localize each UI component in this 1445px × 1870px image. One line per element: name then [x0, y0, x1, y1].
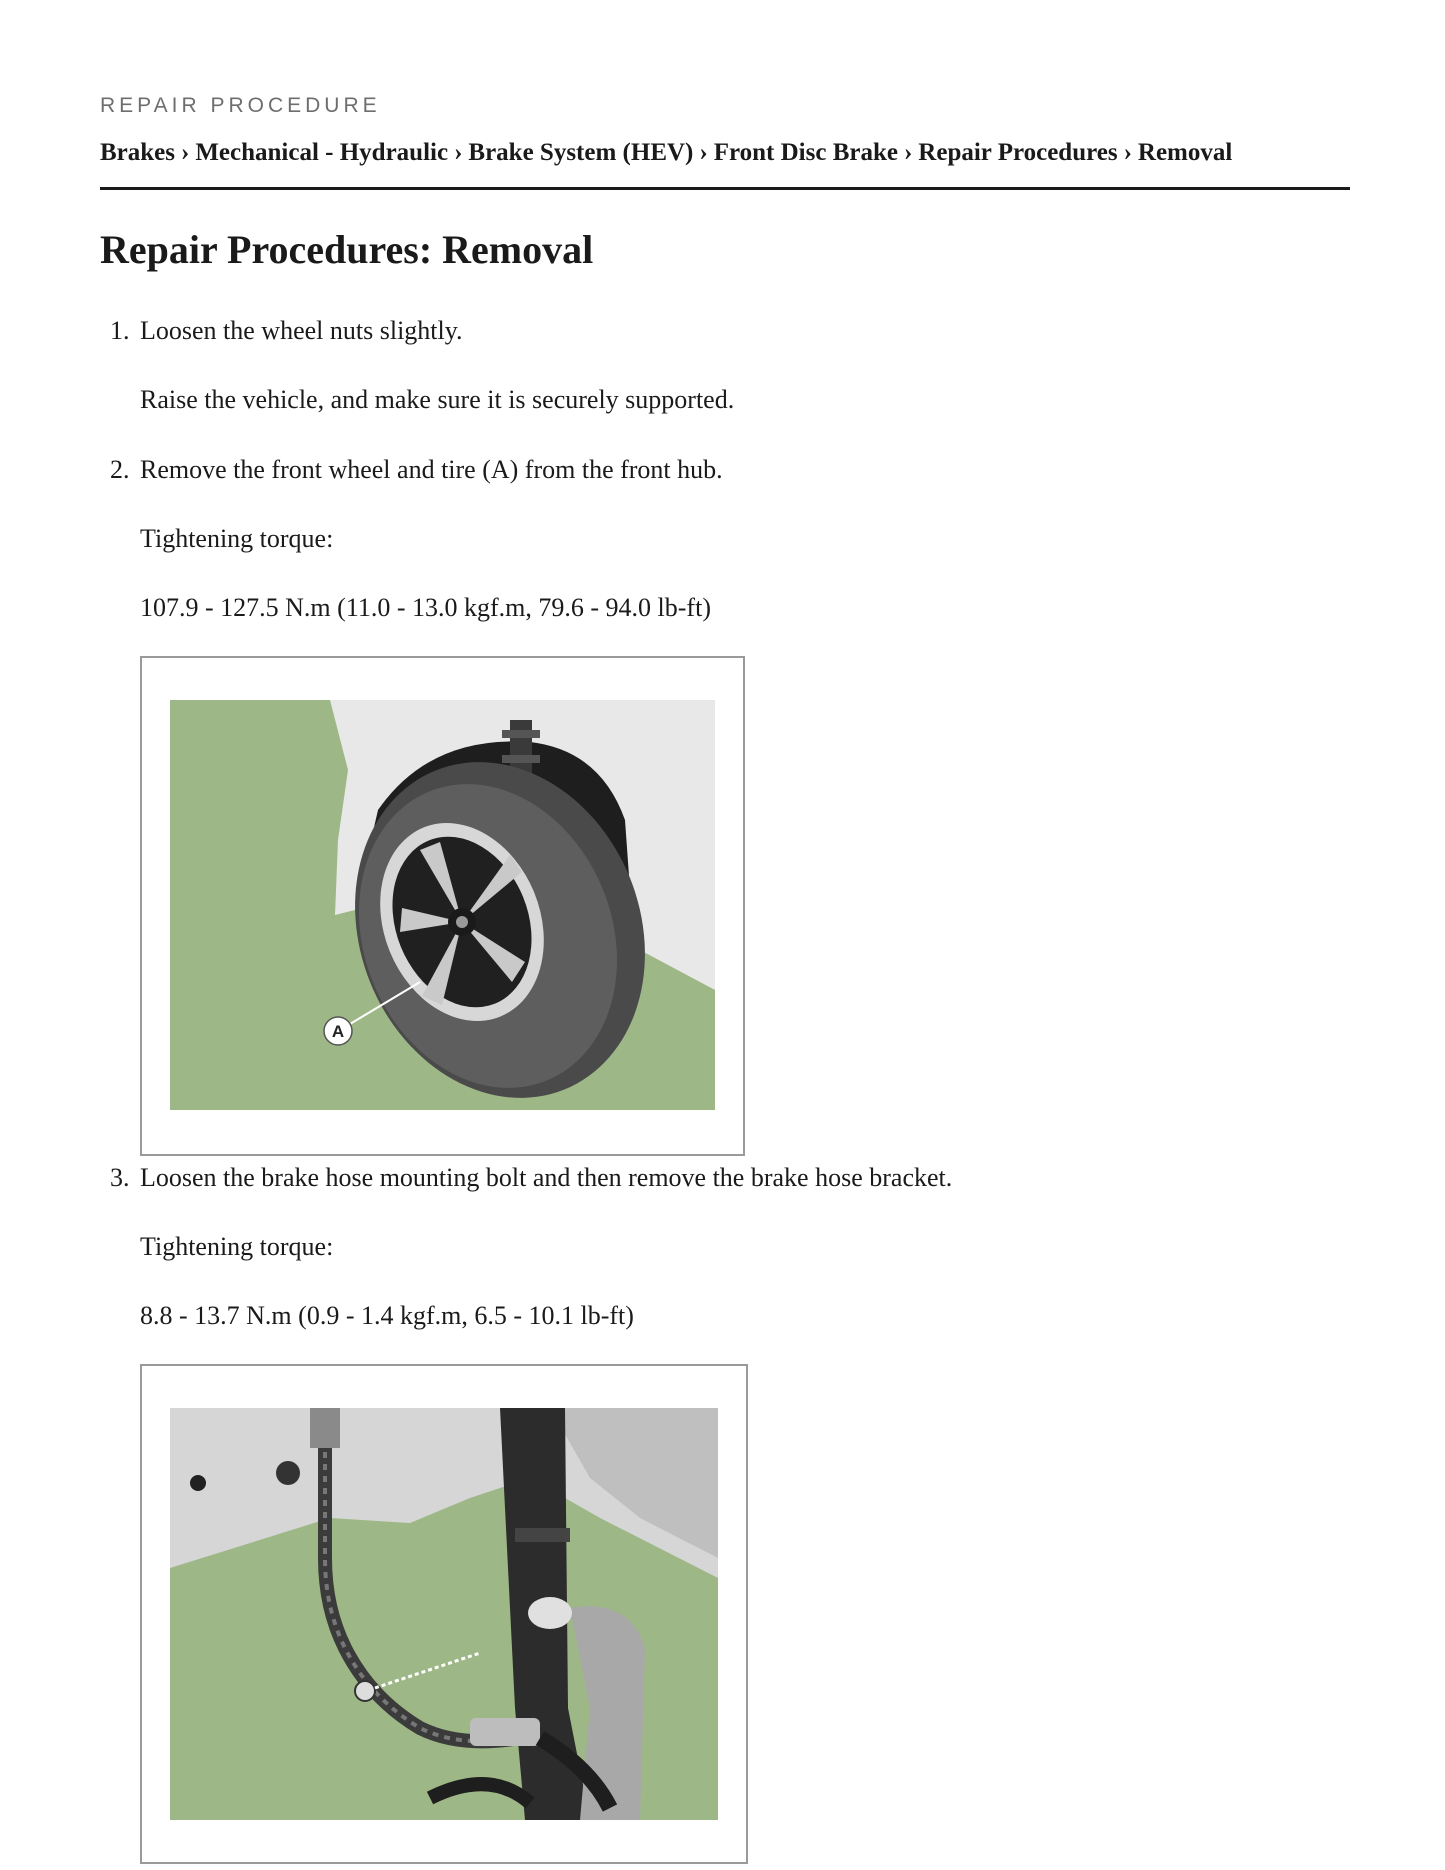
- wheel-removal-figure: [140, 656, 745, 1156]
- step-text: Raise the vehicle, and make sure it is securely supported.: [140, 385, 735, 414]
- header-divider: [100, 187, 1350, 190]
- step-number: 1.: [110, 316, 130, 345]
- step-text: Remove the front wheel and tire (A) from the front hub.: [140, 455, 723, 484]
- step-text: Loosen the wheel nuts slightly.: [140, 316, 463, 345]
- section-kicker: REPAIR PROCEDURE: [100, 94, 381, 117]
- breadcrumb-separator: ›: [699, 139, 708, 166]
- breadcrumb-separator: ›: [454, 139, 463, 166]
- callout-label: A: [331, 1022, 345, 1041]
- breadcrumb-item-front-disc-brake[interactable]: Front Disc Brake: [713, 139, 898, 166]
- step-text: Loosen the brake hose mounting bolt and then remove the brake hose bracket.: [140, 1163, 953, 1192]
- page-title: Repair Procedures: Removal: [100, 227, 594, 272]
- breadcrumb-separator: ›: [1123, 139, 1132, 166]
- step-number: 2.: [110, 455, 130, 484]
- wheel-and-tire-icon: [170, 700, 715, 1110]
- torque-label: Tightening torque:: [140, 524, 334, 553]
- brake-hose-figure: [140, 1364, 748, 1864]
- brake-hose-bracket-icon: [170, 1408, 718, 1820]
- breadcrumb-separator: ›: [903, 139, 913, 166]
- step-number: 3.: [110, 1163, 130, 1192]
- torque-value: 8.8 - 13.7 N.m (0.9 - 1.4 kgf.m, 6.5 - 10.1 lb-ft): [140, 1301, 634, 1330]
- breadcrumb-item-mechanical-hydraulic[interactable]: Mechanical - Hydraulic: [195, 139, 449, 166]
- breadcrumb: [100, 139, 1350, 167]
- torque-label: Tightening torque:: [140, 1232, 334, 1261]
- torque-value: 107.9 - 127.5 N.m (11.0 - 13.0 kgf.m, 79.6 - 94.0 lb-ft): [140, 593, 711, 622]
- breadcrumb-item-brakes[interactable]: Brakes: [100, 139, 175, 166]
- breadcrumb-item-repair-procedures[interactable]: Repair Procedures: [918, 139, 1118, 166]
- breadcrumb-item-removal: Removal: [1137, 139, 1233, 166]
- breadcrumb-item-brake-system[interactable]: Brake System (HEV): [468, 139, 694, 166]
- breadcrumb-separator: ›: [181, 139, 190, 166]
